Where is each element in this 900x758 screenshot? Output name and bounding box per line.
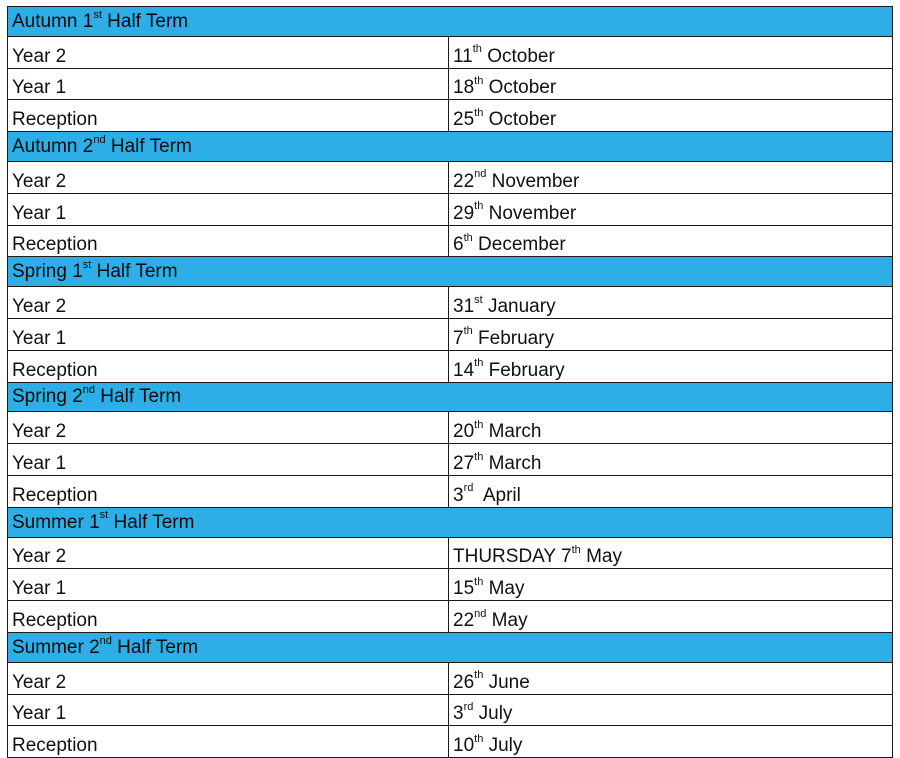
date-cell (449, 318, 893, 350)
date-suffix: rd (463, 482, 474, 495)
term-header-row (8, 632, 893, 662)
date-suffix: st (474, 293, 483, 306)
table-row (8, 694, 893, 726)
term-header-row (8, 132, 893, 162)
date-cell (449, 569, 893, 601)
date-post: April (473, 484, 521, 506)
group-cell: Year 2 (8, 412, 449, 444)
table-row (8, 569, 893, 601)
date-pre: 7 (453, 327, 464, 349)
date-suffix: th (474, 200, 484, 213)
term-name-pre: Autumn 2 (12, 136, 94, 158)
term-name-suffix: nd (82, 384, 96, 397)
group-cell: Year 2 (8, 36, 449, 68)
date-post: July (483, 735, 523, 757)
date-pre: 3 (453, 484, 464, 506)
group-cell: Year 1 (8, 68, 449, 100)
date-post: October (483, 77, 557, 99)
term-name-pre: Spring 2 (12, 386, 83, 408)
date-pre: 18 (453, 77, 475, 99)
date-pre: 29 (453, 202, 475, 224)
date-post: November (486, 170, 580, 192)
table-row (8, 444, 893, 476)
term-header-row (8, 507, 893, 537)
date-pre: 27 (453, 452, 475, 474)
table-row (8, 601, 893, 633)
date-cell (449, 161, 893, 193)
term-name-post: Half Term (105, 136, 192, 158)
schedule-table-body (8, 7, 893, 758)
group-cell: Year 2 (8, 287, 449, 319)
term-header-cell (8, 257, 893, 287)
date-suffix: th (463, 325, 473, 338)
date-pre: 20 (453, 421, 475, 443)
table-row (8, 537, 893, 569)
date-suffix: th (474, 669, 484, 682)
table-row (8, 412, 893, 444)
term-name-suffix: st (82, 258, 92, 271)
date-suffix: rd (463, 701, 474, 713)
date-cell (449, 68, 893, 100)
date-pre: 31 (453, 295, 475, 317)
date-cell (449, 100, 893, 132)
term-name-suffix: nd (99, 634, 112, 647)
date-cell (449, 726, 893, 758)
date-cell (449, 287, 893, 319)
date-cell (449, 475, 893, 507)
term-header-row (8, 7, 893, 37)
date-pre: 11 (453, 45, 473, 67)
date-suffix: nd (474, 168, 487, 181)
term-name-post: Half Term (111, 636, 199, 658)
date-pre: 25 (453, 109, 475, 131)
date-suffix: th (472, 43, 482, 56)
group-cell: Reception (8, 350, 449, 382)
date-suffix: th (474, 75, 484, 88)
group-cell: Year 2 (8, 161, 449, 193)
term-name-pre: Spring 1 (12, 261, 83, 283)
term-name-suffix: st (99, 509, 109, 522)
date-post: February (472, 327, 555, 349)
term-header-cell (8, 7, 893, 37)
date-pre: 10 (453, 735, 475, 757)
date-suffix: th (474, 732, 484, 745)
term-header-cell (8, 382, 893, 412)
group-cell: Year 2 (8, 537, 449, 569)
group-cell: Year 1 (8, 444, 449, 476)
term-name-post: Half Term (91, 261, 178, 283)
group-cell: Reception (8, 601, 449, 633)
date-pre: 3 (453, 703, 464, 725)
date-post: March (483, 421, 542, 443)
term-header-cell (8, 507, 893, 537)
date-pre: 26 (453, 671, 475, 693)
date-cell (449, 694, 893, 726)
table-row (8, 225, 893, 257)
group-cell: Reception (8, 100, 449, 132)
date-suffix: th (474, 106, 484, 119)
term-name-pre: Autumn 1 (12, 10, 94, 32)
group-cell: Reception (8, 225, 449, 257)
table-row (8, 726, 893, 758)
date-post: July (473, 703, 513, 725)
date-suffix: nd (474, 607, 487, 620)
table-row (8, 350, 893, 382)
date-cell (449, 412, 893, 444)
group-cell: Reception (8, 726, 449, 758)
term-header-cell (8, 132, 893, 162)
table-row (8, 193, 893, 225)
date-cell (449, 444, 893, 476)
date-post: December (472, 234, 566, 256)
group-cell: Year 1 (8, 193, 449, 225)
table-row (8, 68, 893, 100)
group-cell: Year 1 (8, 694, 449, 726)
date-post: May (483, 578, 525, 600)
date-cell (449, 193, 893, 225)
group-cell: Reception (8, 475, 449, 507)
term-name-suffix: nd (93, 133, 106, 146)
table-row (8, 475, 893, 507)
date-post: January (482, 295, 556, 317)
date-suffix: th (474, 418, 484, 431)
date-pre: THURSDAY 7 (453, 546, 572, 568)
term-name-post: Half Term (101, 10, 189, 32)
date-pre: 6 (453, 234, 464, 256)
date-cell (449, 350, 893, 382)
term-header-row (8, 382, 893, 412)
date-post: May (580, 546, 622, 568)
date-cell (449, 36, 893, 68)
date-post: November (483, 202, 577, 224)
term-name-suffix: st (93, 8, 102, 21)
date-suffix: th (474, 575, 484, 588)
schedule-table-wrapper (7, 6, 892, 758)
group-cell: Year 1 (8, 318, 449, 350)
term-name-pre: Summer 2 (12, 636, 100, 658)
date-cell (449, 537, 893, 569)
date-cell (449, 662, 893, 694)
date-pre: 15 (453, 578, 475, 600)
table-row (8, 36, 893, 68)
term-header-row (8, 257, 893, 287)
date-suffix: th (571, 544, 581, 557)
date-pre: 22 (453, 170, 475, 192)
table-row (8, 662, 893, 694)
term-header-cell (8, 632, 893, 662)
date-suffix: th (463, 232, 473, 245)
term-name-post: Half Term (108, 511, 195, 533)
date-post: October (483, 109, 557, 131)
term-name-pre: Summer 1 (12, 511, 100, 533)
table-row (8, 100, 893, 132)
term-name-post: Half Term (95, 386, 182, 408)
date-post: June (483, 671, 530, 693)
table-row (8, 318, 893, 350)
date-cell (449, 225, 893, 257)
date-pre: 22 (453, 609, 475, 631)
date-cell (449, 601, 893, 633)
group-cell: Year 1 (8, 569, 449, 601)
date-post: March (483, 452, 542, 474)
table-row (8, 161, 893, 193)
table-row (8, 287, 893, 319)
group-cell: Year 2 (8, 662, 449, 694)
date-post: February (483, 359, 565, 381)
date-suffix: th (474, 357, 484, 370)
schedule-table (7, 6, 893, 758)
date-post: October (481, 45, 555, 67)
date-suffix: th (474, 450, 484, 463)
date-post: May (486, 609, 528, 631)
date-pre: 14 (453, 359, 475, 381)
